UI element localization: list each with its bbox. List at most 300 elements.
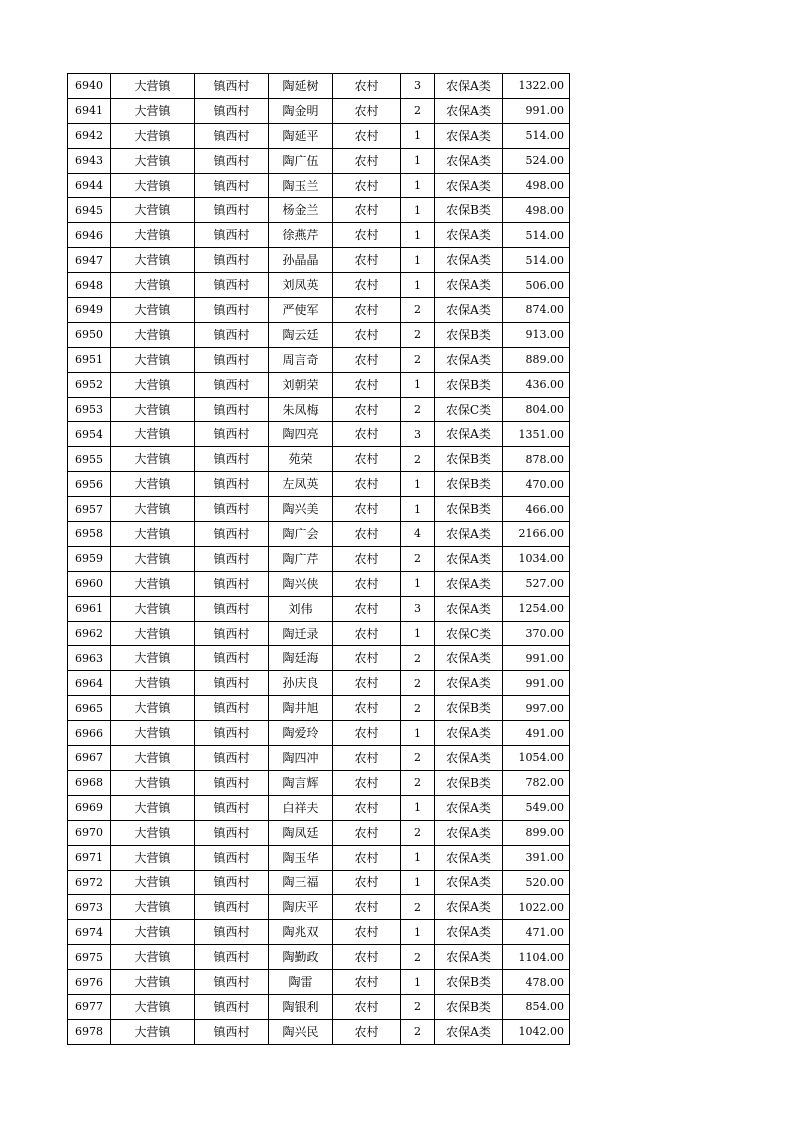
amount-cell: 498.00 [503,198,570,223]
town-cell: 大营镇 [111,148,195,173]
village-cell: 镇西村 [195,1019,269,1044]
record-id-cell: 6953 [68,397,111,422]
table-row [68,74,570,99]
village-cell: 镇西村 [195,198,269,223]
household-type-cell: 农村 [333,522,401,547]
person-name-cell: 刘凤英 [269,273,333,298]
town-cell: 大营镇 [111,522,195,547]
insurance-category-cell: 农保A类 [435,273,503,298]
amount-cell: 997.00 [503,696,570,721]
town-cell: 大营镇 [111,347,195,372]
member-count-cell: 2 [401,447,435,472]
person-name-cell: 陶庆平 [269,895,333,920]
insurance-category-cell: 农保A类 [435,746,503,771]
amount-cell: 1054.00 [503,746,570,771]
member-count-cell: 2 [401,397,435,422]
household-type-cell: 农村 [333,671,401,696]
town-cell: 大营镇 [111,546,195,571]
record-id-cell: 6971 [68,845,111,870]
household-type-cell: 农村 [333,895,401,920]
table-row [68,198,570,223]
insurance-category-cell: 农保B类 [435,322,503,347]
town-cell: 大营镇 [111,322,195,347]
person-name-cell: 陶三福 [269,870,333,895]
amount-cell: 1034.00 [503,546,570,571]
table-row [68,795,570,820]
town-cell: 大营镇 [111,845,195,870]
household-type-cell: 农村 [333,994,401,1019]
record-id-cell: 6943 [68,148,111,173]
table-row [68,970,570,995]
household-type-cell: 农村 [333,696,401,721]
insurance-category-cell: 农保A类 [435,870,503,895]
village-cell: 镇西村 [195,970,269,995]
record-id-cell: 6973 [68,895,111,920]
person-name-cell: 陶兴民 [269,1019,333,1044]
household-type-cell: 农村 [333,945,401,970]
household-type-cell: 农村 [333,746,401,771]
member-count-cell: 2 [401,347,435,372]
person-name-cell: 陶银利 [269,994,333,1019]
village-cell: 镇西村 [195,770,269,795]
village-cell: 镇西村 [195,522,269,547]
amount-cell: 478.00 [503,970,570,995]
table-row [68,920,570,945]
table-row [68,546,570,571]
record-id-cell: 6968 [68,770,111,795]
village-cell: 镇西村 [195,696,269,721]
village-cell: 镇西村 [195,422,269,447]
town-cell: 大营镇 [111,870,195,895]
town-cell: 大营镇 [111,820,195,845]
town-cell: 大营镇 [111,970,195,995]
household-type-cell: 农村 [333,795,401,820]
person-name-cell: 刘伟 [269,596,333,621]
person-name-cell: 陶玉兰 [269,173,333,198]
person-name-cell: 陶勤政 [269,945,333,970]
amount-cell: 1351.00 [503,422,570,447]
insurance-category-cell: 农保A类 [435,795,503,820]
record-id-cell: 6949 [68,298,111,323]
table-row [68,522,570,547]
member-count-cell: 1 [401,273,435,298]
household-type-cell: 农村 [333,447,401,472]
insurance-category-cell: 农保B类 [435,696,503,721]
amount-cell: 1042.00 [503,1019,570,1044]
village-cell: 镇西村 [195,322,269,347]
person-name-cell: 刘朝荣 [269,372,333,397]
amount-cell: 514.00 [503,223,570,248]
insurance-category-cell: 农保A类 [435,74,503,99]
table-row [68,422,570,447]
insurance-category-cell: 农保A类 [435,223,503,248]
household-type-cell: 农村 [333,497,401,522]
insurance-category-cell: 农保B类 [435,770,503,795]
amount-cell: 514.00 [503,248,570,273]
insurance-category-cell: 农保A类 [435,596,503,621]
record-id-cell: 6950 [68,322,111,347]
village-cell: 镇西村 [195,945,269,970]
table-row [68,571,570,596]
village-cell: 镇西村 [195,98,269,123]
amount-cell: 471.00 [503,920,570,945]
insurance-category-cell: 农保A类 [435,123,503,148]
village-cell: 镇西村 [195,447,269,472]
person-name-cell: 陶兴美 [269,497,333,522]
person-name-cell: 严使军 [269,298,333,323]
amount-cell: 913.00 [503,322,570,347]
member-count-cell: 1 [401,920,435,945]
household-type-cell: 农村 [333,273,401,298]
table-row [68,994,570,1019]
table-row [68,721,570,746]
amount-cell: 991.00 [503,98,570,123]
village-cell: 镇西村 [195,920,269,945]
record-id-cell: 6970 [68,820,111,845]
member-count-cell: 3 [401,422,435,447]
table-row [68,1019,570,1044]
village-cell: 镇西村 [195,223,269,248]
village-cell: 镇西村 [195,347,269,372]
record-id-cell: 6944 [68,173,111,198]
record-id-cell: 6946 [68,223,111,248]
member-count-cell: 2 [401,994,435,1019]
table-row [68,845,570,870]
village-cell: 镇西村 [195,870,269,895]
insurance-category-cell: 农保B类 [435,994,503,1019]
person-name-cell: 陶兆双 [269,920,333,945]
household-type-cell: 农村 [333,1019,401,1044]
record-id-cell: 6952 [68,372,111,397]
roster-table-body [68,74,570,1045]
village-cell: 镇西村 [195,123,269,148]
record-id-cell: 6948 [68,273,111,298]
village-cell: 镇西村 [195,895,269,920]
person-name-cell: 陶迁录 [269,621,333,646]
record-id-cell: 6956 [68,472,111,497]
town-cell: 大营镇 [111,646,195,671]
town-cell: 大营镇 [111,721,195,746]
member-count-cell: 1 [401,870,435,895]
household-type-cell: 农村 [333,198,401,223]
table-row [68,248,570,273]
record-id-cell: 6963 [68,646,111,671]
table-row [68,646,570,671]
household-type-cell: 农村 [333,870,401,895]
household-type-cell: 农村 [333,845,401,870]
record-id-cell: 6942 [68,123,111,148]
household-type-cell: 农村 [333,74,401,99]
person-name-cell: 杨金兰 [269,198,333,223]
record-id-cell: 6961 [68,596,111,621]
village-cell: 镇西村 [195,298,269,323]
town-cell: 大营镇 [111,422,195,447]
person-name-cell: 陶雷 [269,970,333,995]
person-name-cell: 陶云廷 [269,322,333,347]
town-cell: 大营镇 [111,895,195,920]
member-count-cell: 2 [401,546,435,571]
person-name-cell: 陶延平 [269,123,333,148]
village-cell: 镇西村 [195,571,269,596]
amount-cell: 1322.00 [503,74,570,99]
insurance-category-cell: 农保A类 [435,148,503,173]
village-cell: 镇西村 [195,397,269,422]
town-cell: 大营镇 [111,298,195,323]
insurance-category-cell: 农保A类 [435,298,503,323]
town-cell: 大营镇 [111,123,195,148]
town-cell: 大营镇 [111,74,195,99]
household-type-cell: 农村 [333,621,401,646]
table-row [68,447,570,472]
table-row [68,123,570,148]
insurance-category-cell: 农保A类 [435,671,503,696]
insurance-category-cell: 农保B类 [435,472,503,497]
village-cell: 镇西村 [195,671,269,696]
village-cell: 镇西村 [195,497,269,522]
member-count-cell: 1 [401,248,435,273]
town-cell: 大营镇 [111,696,195,721]
insurance-category-cell: 农保B类 [435,372,503,397]
household-type-cell: 农村 [333,472,401,497]
amount-cell: 491.00 [503,721,570,746]
person-name-cell: 陶井旭 [269,696,333,721]
village-cell: 镇西村 [195,795,269,820]
person-name-cell: 陶金明 [269,98,333,123]
table-row [68,746,570,771]
table-row [68,347,570,372]
household-type-cell: 农村 [333,372,401,397]
person-name-cell: 朱凤梅 [269,397,333,422]
member-count-cell: 1 [401,845,435,870]
household-type-cell: 农村 [333,173,401,198]
household-type-cell: 农村 [333,322,401,347]
record-id-cell: 6974 [68,920,111,945]
town-cell: 大营镇 [111,920,195,945]
town-cell: 大营镇 [111,173,195,198]
amount-cell: 991.00 [503,646,570,671]
town-cell: 大营镇 [111,273,195,298]
village-cell: 镇西村 [195,721,269,746]
household-type-cell: 农村 [333,646,401,671]
town-cell: 大营镇 [111,397,195,422]
village-cell: 镇西村 [195,646,269,671]
person-name-cell: 陶廷海 [269,646,333,671]
household-type-cell: 农村 [333,770,401,795]
insurance-category-cell: 农保B类 [435,497,503,522]
insurance-category-cell: 农保A类 [435,347,503,372]
town-cell: 大营镇 [111,223,195,248]
record-id-cell: 6967 [68,746,111,771]
town-cell: 大营镇 [111,596,195,621]
table-row [68,298,570,323]
household-type-cell: 农村 [333,571,401,596]
village-cell: 镇西村 [195,148,269,173]
village-cell: 镇西村 [195,273,269,298]
record-id-cell: 6951 [68,347,111,372]
member-count-cell: 2 [401,895,435,920]
village-cell: 镇西村 [195,74,269,99]
village-cell: 镇西村 [195,546,269,571]
town-cell: 大营镇 [111,372,195,397]
table-row [68,148,570,173]
record-id-cell: 6972 [68,870,111,895]
household-type-cell: 农村 [333,298,401,323]
amount-cell: 1254.00 [503,596,570,621]
town-cell: 大营镇 [111,472,195,497]
household-type-cell: 农村 [333,721,401,746]
amount-cell: 899.00 [503,820,570,845]
member-count-cell: 1 [401,497,435,522]
record-id-cell: 6976 [68,970,111,995]
town-cell: 大营镇 [111,98,195,123]
record-id-cell: 6962 [68,621,111,646]
amount-cell: 498.00 [503,173,570,198]
village-cell: 镇西村 [195,621,269,646]
member-count-cell: 2 [401,671,435,696]
insurance-category-cell: 农保A类 [435,422,503,447]
member-count-cell: 1 [401,472,435,497]
amount-cell: 854.00 [503,994,570,1019]
amount-cell: 506.00 [503,273,570,298]
amount-cell: 1022.00 [503,895,570,920]
amount-cell: 549.00 [503,795,570,820]
table-row [68,98,570,123]
record-id-cell: 6964 [68,671,111,696]
household-type-cell: 农村 [333,970,401,995]
amount-cell: 436.00 [503,372,570,397]
person-name-cell: 陶爱玲 [269,721,333,746]
table-row [68,273,570,298]
amount-cell: 991.00 [503,671,570,696]
town-cell: 大营镇 [111,746,195,771]
insurance-category-cell: 农保A类 [435,522,503,547]
table-row [68,696,570,721]
household-type-cell: 农村 [333,820,401,845]
member-count-cell: 1 [401,148,435,173]
member-count-cell: 1 [401,123,435,148]
insurance-category-cell: 农保B类 [435,447,503,472]
member-count-cell: 1 [401,621,435,646]
roster-table [67,73,570,1045]
amount-cell: 466.00 [503,497,570,522]
record-id-cell: 6958 [68,522,111,547]
village-cell: 镇西村 [195,248,269,273]
amount-cell: 524.00 [503,148,570,173]
table-row [68,945,570,970]
table-row [68,223,570,248]
person-name-cell: 陶广芹 [269,546,333,571]
member-count-cell: 1 [401,372,435,397]
town-cell: 大营镇 [111,994,195,1019]
insurance-category-cell: 农保B类 [435,198,503,223]
town-cell: 大营镇 [111,770,195,795]
member-count-cell: 1 [401,571,435,596]
table-row [68,870,570,895]
table-row [68,173,570,198]
amount-cell: 782.00 [503,770,570,795]
member-count-cell: 2 [401,770,435,795]
person-name-cell: 陶兴侠 [269,571,333,596]
insurance-category-cell: 农保A类 [435,945,503,970]
amount-cell: 514.00 [503,123,570,148]
table-row [68,895,570,920]
town-cell: 大营镇 [111,198,195,223]
town-cell: 大营镇 [111,795,195,820]
town-cell: 大营镇 [111,1019,195,1044]
person-name-cell: 徐燕芹 [269,223,333,248]
village-cell: 镇西村 [195,746,269,771]
record-id-cell: 6959 [68,546,111,571]
village-cell: 镇西村 [195,845,269,870]
record-id-cell: 6947 [68,248,111,273]
town-cell: 大营镇 [111,621,195,646]
town-cell: 大营镇 [111,447,195,472]
table-row [68,671,570,696]
member-count-cell: 2 [401,945,435,970]
amount-cell: 520.00 [503,870,570,895]
record-id-cell: 6945 [68,198,111,223]
insurance-category-cell: 农保A类 [435,98,503,123]
member-count-cell: 2 [401,646,435,671]
village-cell: 镇西村 [195,994,269,1019]
person-name-cell: 周言奇 [269,347,333,372]
amount-cell: 874.00 [503,298,570,323]
person-name-cell: 孙晶晶 [269,248,333,273]
household-type-cell: 农村 [333,422,401,447]
table-row [68,596,570,621]
member-count-cell: 1 [401,795,435,820]
table-row [68,820,570,845]
insurance-category-cell: 农保A类 [435,546,503,571]
amount-cell: 889.00 [503,347,570,372]
member-count-cell: 1 [401,198,435,223]
table-row [68,770,570,795]
member-count-cell: 2 [401,298,435,323]
amount-cell: 470.00 [503,472,570,497]
table-row [68,397,570,422]
household-type-cell: 农村 [333,223,401,248]
amount-cell: 370.00 [503,621,570,646]
person-name-cell: 白祥夫 [269,795,333,820]
person-name-cell: 陶广会 [269,522,333,547]
insurance-category-cell: 农保A类 [435,895,503,920]
town-cell: 大营镇 [111,497,195,522]
household-type-cell: 农村 [333,397,401,422]
table-row [68,621,570,646]
insurance-category-cell: 农保C类 [435,621,503,646]
table-row [68,497,570,522]
person-name-cell: 陶四亮 [269,422,333,447]
person-name-cell: 陶四冲 [269,746,333,771]
person-name-cell: 陶言辉 [269,770,333,795]
member-count-cell: 1 [401,173,435,198]
record-id-cell: 6977 [68,994,111,1019]
insurance-category-cell: 农保A类 [435,248,503,273]
table-row [68,472,570,497]
amount-cell: 1104.00 [503,945,570,970]
member-count-cell: 2 [401,1019,435,1044]
member-count-cell: 1 [401,970,435,995]
town-cell: 大营镇 [111,248,195,273]
record-id-cell: 6965 [68,696,111,721]
person-name-cell: 陶延树 [269,74,333,99]
insurance-category-cell: 农保A类 [435,646,503,671]
amount-cell: 527.00 [503,571,570,596]
person-name-cell: 苑荣 [269,447,333,472]
person-name-cell: 陶广伍 [269,148,333,173]
member-count-cell: 3 [401,596,435,621]
amount-cell: 2166.00 [503,522,570,547]
